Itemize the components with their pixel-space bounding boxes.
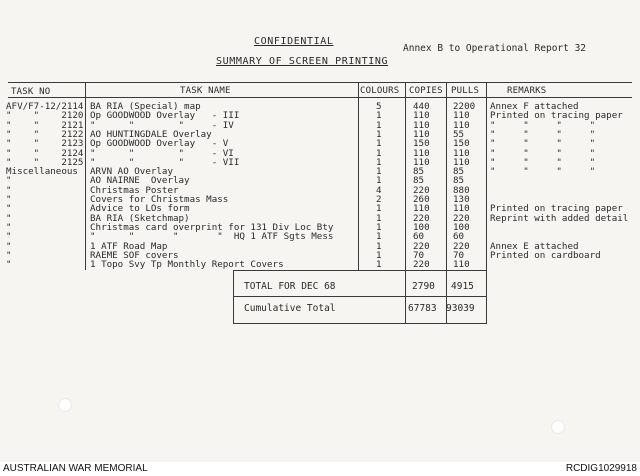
cell-colours: 1 xyxy=(376,110,382,122)
cell-colours: 1 xyxy=(376,212,382,224)
cell-pulls: 110 xyxy=(453,156,470,168)
cell-pulls: 85 xyxy=(453,175,465,187)
cell-copies: 110 xyxy=(413,156,430,168)
cell-pulls: 110 xyxy=(453,259,470,271)
cell-pulls: 60 xyxy=(453,231,465,243)
cell-colours: 1 xyxy=(376,147,382,159)
footer-reference: RCDIG1029918 xyxy=(565,463,637,474)
classification-label: CONFIDENTIAL xyxy=(254,36,334,47)
cell-task-no: Miscellaneous xyxy=(6,166,78,178)
cumulative-total-copies: 67783 xyxy=(408,303,437,314)
cell-colours: 1 xyxy=(376,203,382,215)
cell-copies: 110 xyxy=(413,147,430,159)
cell-task-name: Advice to LOs form xyxy=(90,203,190,215)
col-divider-task-name xyxy=(358,82,359,270)
cell-pulls: 110 xyxy=(453,147,470,159)
cell-pulls: 220 xyxy=(453,212,470,224)
cell-pulls: 55 xyxy=(453,128,465,140)
cell-colours: 5 xyxy=(376,101,382,112)
month-total-label: TOTAL FOR DEC 68 xyxy=(244,281,336,292)
cell-task-no: " xyxy=(6,212,12,224)
col-divider-pulls xyxy=(486,82,487,324)
punch-hole-left xyxy=(58,398,72,412)
cell-task-no: " " 2125 xyxy=(6,156,84,168)
cell-remarks: Printed on tracing paper xyxy=(490,110,623,122)
totals-mid-rule xyxy=(233,296,486,297)
col-divider-colours xyxy=(405,82,406,324)
cumulative-total-label: Cumulative Total xyxy=(244,303,336,314)
cell-colours: 1 xyxy=(376,138,382,150)
cell-copies: 70 xyxy=(413,249,425,261)
cell-colours: 4 xyxy=(376,184,382,196)
header-colours: COLOURS xyxy=(360,86,400,96)
totals-left-rule xyxy=(233,270,234,324)
cell-colours: 1 xyxy=(376,128,382,140)
cell-remarks: " " " " xyxy=(490,119,596,131)
cell-task-name: Covers for Christmas Mass xyxy=(90,194,229,205)
cell-pulls: 2200 xyxy=(453,101,476,112)
month-total-pulls: 4915 xyxy=(451,281,474,292)
cell-colours: 1 xyxy=(376,119,382,131)
cell-colours: 1 xyxy=(376,231,382,243)
cell-task-name: AO HUNTINGDALE Overlay xyxy=(90,128,212,140)
cell-task-no: " " 2123 xyxy=(6,138,84,150)
header-copies: COPIES xyxy=(409,86,443,96)
cell-remarks: Printed on tracing paper xyxy=(490,203,623,215)
cell-task-no: " " 2121 xyxy=(6,119,84,131)
cell-copies: 220 xyxy=(413,240,430,252)
cell-copies: 220 xyxy=(413,212,430,224)
table-top-rule xyxy=(8,82,632,83)
cell-task-name: ARVN AO Overlay xyxy=(90,166,173,178)
cell-colours: 1 xyxy=(376,221,382,233)
cell-copies: 260 xyxy=(413,194,430,205)
cell-remarks: Reprint with added detail xyxy=(490,212,629,224)
cell-remarks: " " " " xyxy=(490,156,596,168)
cell-pulls: 110 xyxy=(453,119,470,131)
cumulative-total-pulls: 93039 xyxy=(446,303,475,314)
cell-remarks: " " " " xyxy=(490,166,596,178)
cell-task-no: " xyxy=(6,175,12,187)
cell-colours: 1 xyxy=(376,156,382,168)
cell-pulls: 110 xyxy=(453,110,470,122)
month-total-copies: 2790 xyxy=(412,281,435,292)
cell-colours: 1 xyxy=(376,175,382,187)
cell-task-name: Christmas Poster xyxy=(90,184,179,196)
page-title: SUMMARY OF SCREEN PRINTING xyxy=(216,56,389,67)
cell-copies: 60 xyxy=(413,231,425,243)
header-task-no: TASK NO xyxy=(11,87,51,97)
cell-task-name: 1 ATF Road Map xyxy=(90,240,168,252)
cell-pulls: 220 xyxy=(453,240,470,252)
totals-top-rule xyxy=(233,270,486,271)
cell-task-name: " " " - VII xyxy=(90,156,240,168)
cell-task-no: " xyxy=(6,194,12,205)
cell-task-no: " " 2120 xyxy=(6,110,84,122)
cell-remarks: " " " " xyxy=(490,147,596,159)
cell-task-no: " xyxy=(6,221,12,233)
cell-remarks: Annex E attached xyxy=(490,240,579,252)
cell-copies: 150 xyxy=(413,138,430,150)
cell-task-no: " " 2122 xyxy=(6,128,84,140)
cell-task-name: " " " " HQ 1 ATF Sgts Mess xyxy=(90,231,334,243)
cell-task-no: AFV/F7-12/2114 xyxy=(6,101,84,112)
cell-task-name: " " " - VI xyxy=(90,147,234,159)
cell-colours: 1 xyxy=(376,249,382,261)
cell-colours: 2 xyxy=(376,194,382,205)
cell-colours: 1 xyxy=(376,240,382,252)
cell-task-no: " xyxy=(6,184,12,196)
table-header-rule xyxy=(8,97,632,98)
cell-copies: 440 xyxy=(413,101,430,112)
cell-copies: 100 xyxy=(413,221,430,233)
cell-task-name: Christmas card overprint for 131 Div Loc Bty xyxy=(90,221,334,233)
cell-copies: 85 xyxy=(413,175,425,187)
cell-task-no: " xyxy=(6,203,12,215)
cell-task-no: " xyxy=(6,249,12,261)
header-remarks: REMARKS xyxy=(507,86,547,96)
punch-hole-right xyxy=(551,420,565,434)
cell-task-no: " xyxy=(6,231,12,243)
cell-copies: 110 xyxy=(413,203,430,215)
cell-copies: 110 xyxy=(413,119,430,131)
cell-pulls: 100 xyxy=(453,221,470,233)
cell-pulls: 110 xyxy=(453,203,470,215)
footer-source: AUSTRALIAN WAR MEMORIAL xyxy=(3,463,148,474)
cell-task-name: AO NAIRNE Overlay xyxy=(90,175,190,187)
col-divider-copies xyxy=(446,82,447,324)
totals-bottom-rule xyxy=(233,323,486,324)
cell-copies: 110 xyxy=(413,128,430,140)
cell-remarks: Annex F attached xyxy=(490,101,579,112)
cell-pulls: 85 xyxy=(453,166,465,178)
cell-task-name: BA RIA (Special) map xyxy=(90,101,201,112)
cell-copies: 85 xyxy=(413,166,425,178)
cell-remarks: Printed on cardboard xyxy=(490,249,601,261)
cell-copies: 220 xyxy=(413,259,430,271)
archive-footer xyxy=(0,462,640,476)
cell-colours: 1 xyxy=(376,259,382,271)
cell-task-name: " " " - IV xyxy=(90,119,234,131)
cell-copies: 220 xyxy=(413,184,430,196)
cell-task-name: Op GOODWOOD Overlay - V xyxy=(90,138,229,150)
cell-task-name: BA RIA (Sketchmap) xyxy=(90,212,190,224)
cell-copies: 110 xyxy=(413,110,430,122)
cell-pulls: 130 xyxy=(453,194,470,205)
cell-remarks: " " " " xyxy=(490,138,596,150)
cell-task-name: RAEME SOF covers xyxy=(90,249,179,261)
cell-task-no: " xyxy=(6,259,12,271)
cell-colours: 1 xyxy=(376,166,382,178)
cell-task-no: " xyxy=(6,240,12,252)
cell-task-name: Op GOODWOOD Overlay - III xyxy=(90,110,240,122)
header-pulls: PULLS xyxy=(451,86,480,96)
col-divider-task-no xyxy=(85,82,86,270)
cell-pulls: 70 xyxy=(453,249,465,261)
cell-task-name: 1 Topo Svy Tp Monthly Report Covers xyxy=(90,259,284,271)
cell-remarks: " " " " xyxy=(490,128,596,140)
cell-pulls: 150 xyxy=(453,138,470,150)
annex-label: Annex B to Operational Report 32 xyxy=(403,43,587,54)
header-task-name: TASK NAME xyxy=(180,86,231,96)
cell-pulls: 880 xyxy=(453,184,470,196)
cell-task-no: " " 2124 xyxy=(6,147,84,159)
